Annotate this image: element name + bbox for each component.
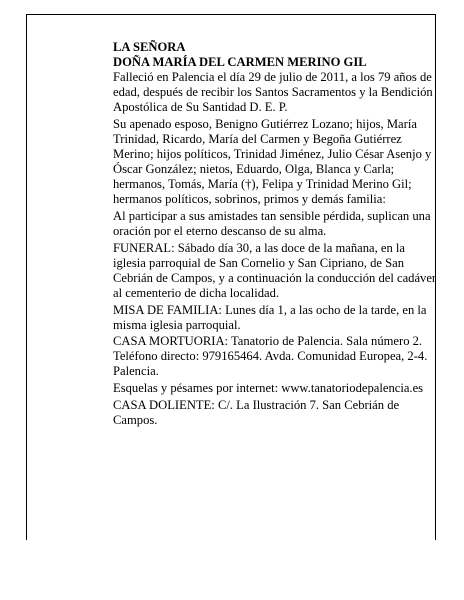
obituary-notice: [113, 40, 438, 429]
notice-title-line-2: DOÑA MARÍA DEL CARMEN MERINO GIL: [113, 55, 367, 70]
family-home-address: CASA DOLIENTE: C/. La Ilustración 7. San Cebrián de Campos.: [113, 397, 400, 427]
family-list: Su apenado esposo, Benigno Gutiérrez Lozano; hijos, María Trinidad, Ricardo, María del Carmen y Begoña Gutiérrez Merino; hijos políticos, Trinidad Jiménez, Julio César Asenjo y Óscar González; nietos, Eduardo, Olga, Blanca y Carla; hermanos, Tomás, María (†), Felipa y Trinidad Merino Gil; hermanos políticos, sobrinos, primos y demás familia:: [113, 116, 432, 207]
family-mass-details: MISA DE FAMILIA: Lunes día 1, a las ocho de la tarde, en la misma iglesia parroquial.: [113, 302, 427, 332]
funeral-home-details: CASA MORTUORIA: Tanatorio de Palencia. Sala número 2. Teléfono directo: 979165464. Avda. Comunidad Europea, 2-4. Palencia.: [113, 334, 428, 379]
funeral-details: FUNERAL: Sábado día 30, a las doce de la mañana, en la iglesia parroquial de San Cornelio y San Cipriano, de San Cebrián de Campos, y a continuación la conducción del cadáver al cementerio de dicha localidad.: [113, 240, 437, 300]
death-announcement: Falleció en Palencia el día 29 de julio de 2011, a los 79 años de edad, después de recibir los Santos Sacramentos y la Bendición Apostólica de Su Santidad D. E. P.: [113, 70, 433, 115]
prayer-request: Al participar a sus amistades tan sensible pérdida, suplican una oración por el eterno descanso de su alma.: [113, 209, 431, 239]
online-condolences: Esquelas y pésames por internet: www.tanatoriodepalencia.es: [113, 381, 424, 396]
notice-title-line-1: LA SEÑORA: [113, 40, 186, 54]
